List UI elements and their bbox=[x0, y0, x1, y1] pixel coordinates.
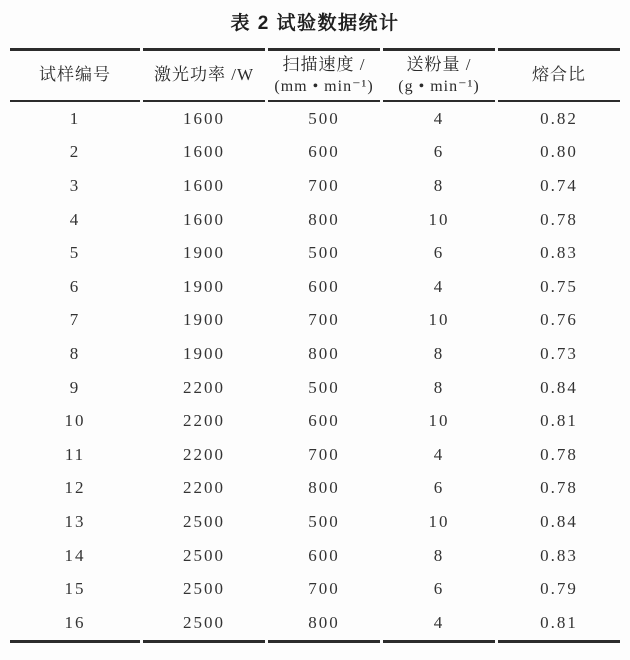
cell-powder-feed: 4 bbox=[433, 276, 445, 296]
cell-sample-id: 2 bbox=[69, 142, 81, 162]
cell-fusion-ratio: 0.82 bbox=[540, 108, 578, 128]
cell-sample-id: 16 bbox=[10, 606, 140, 643]
cell-powder-feed: 4 bbox=[433, 108, 445, 128]
cell-fusion-ratio: 0.76 bbox=[540, 310, 578, 330]
cell-scan-speed: 800 bbox=[308, 343, 340, 363]
cell-laser-power: 2200 bbox=[183, 444, 225, 464]
table-row bbox=[10, 472, 620, 506]
col-header-fusion-ratio bbox=[498, 48, 620, 102]
cell-fusion-ratio: 0.81 bbox=[540, 411, 578, 431]
cell-fusion-ratio: 0.83 bbox=[540, 243, 578, 263]
cell-fusion-ratio: 0.78 bbox=[540, 444, 578, 464]
cell-sample-id: 6 bbox=[69, 276, 81, 296]
experiment-data-table bbox=[7, 48, 623, 643]
cell-fusion-ratio: 0.84 bbox=[540, 511, 578, 531]
cell-laser-power: 2500 bbox=[183, 511, 225, 531]
cell-laser-power: 1900 bbox=[183, 243, 225, 263]
table-row bbox=[10, 438, 620, 472]
cell-sample-id: 15 bbox=[64, 579, 86, 599]
col-header-label: 熔合比 bbox=[532, 65, 586, 85]
cell-fusion-ratio: 0.75 bbox=[540, 276, 578, 296]
cell-powder-feed: 6 bbox=[433, 478, 445, 498]
cell-fusion-ratio: 0.78 bbox=[540, 209, 578, 229]
col-header-powder-feed bbox=[383, 48, 495, 102]
col-header-label: 扫描速度 / bbox=[282, 54, 366, 74]
cell-sample-id: 1 bbox=[69, 108, 81, 128]
cell-fusion-ratio: 0.78 bbox=[540, 478, 578, 498]
cell-powder-feed: 4 bbox=[433, 444, 445, 464]
cell-scan-speed: 500 bbox=[308, 108, 340, 128]
cell-powder-feed: 8 bbox=[433, 175, 445, 195]
cell-laser-power: 2500 bbox=[183, 579, 225, 599]
col-header-unit: (mm • min⁻¹) bbox=[274, 78, 374, 96]
cell-powder-feed: 6 bbox=[433, 142, 445, 162]
cell-sample-id: 5 bbox=[69, 243, 81, 263]
cell-sample-id: 9 bbox=[69, 377, 81, 397]
cell-sample-id: 13 bbox=[64, 511, 86, 531]
cell-powder-feed: 6 bbox=[433, 579, 445, 599]
col-header-unit: (g • min⁻¹) bbox=[398, 78, 480, 96]
cell-sample-id: 11 bbox=[64, 444, 86, 464]
cell-laser-power: 2200 bbox=[183, 411, 225, 431]
cell-laser-power: 2200 bbox=[183, 377, 225, 397]
col-header-label: 激光功率 /W bbox=[153, 65, 255, 85]
cell-powder-feed: 10 bbox=[428, 209, 450, 229]
cell-laser-power: 2200 bbox=[183, 478, 225, 498]
cell-scan-speed: 800 bbox=[268, 606, 380, 643]
table-row bbox=[10, 539, 620, 573]
cell-scan-speed: 700 bbox=[308, 310, 340, 330]
header-row bbox=[10, 48, 620, 102]
table-row bbox=[10, 404, 620, 438]
cell-sample-id: 8 bbox=[69, 343, 81, 363]
table-row bbox=[10, 337, 620, 371]
cell-scan-speed: 500 bbox=[308, 377, 340, 397]
table-row bbox=[10, 371, 620, 405]
cell-laser-power: 1600 bbox=[183, 108, 225, 128]
cell-powder-feed: 10 bbox=[428, 511, 450, 531]
cell-fusion-ratio: 0.84 bbox=[540, 377, 578, 397]
cell-laser-power: 1600 bbox=[183, 142, 225, 162]
cell-powder-feed: 8 bbox=[433, 343, 445, 363]
col-header-scan-speed bbox=[268, 48, 380, 102]
col-header-laser-power bbox=[143, 48, 265, 102]
table-row bbox=[10, 304, 620, 338]
cell-laser-power: 2500 bbox=[143, 606, 265, 643]
cell-laser-power: 2500 bbox=[183, 545, 225, 565]
cell-powder-feed: 10 bbox=[428, 411, 450, 431]
cell-fusion-ratio: 0.83 bbox=[540, 545, 578, 565]
table-row bbox=[10, 236, 620, 270]
cell-scan-speed: 600 bbox=[308, 276, 340, 296]
cell-scan-speed: 700 bbox=[308, 175, 340, 195]
col-header-label: 试样编号 bbox=[39, 65, 111, 85]
cell-fusion-ratio: 0.81 bbox=[498, 606, 620, 643]
table-row bbox=[10, 606, 620, 643]
cell-scan-speed: 800 bbox=[308, 478, 340, 498]
cell-fusion-ratio: 0.80 bbox=[540, 142, 578, 162]
cell-fusion-ratio: 0.73 bbox=[540, 343, 578, 363]
cell-laser-power: 1900 bbox=[183, 276, 225, 296]
cell-scan-speed: 700 bbox=[308, 579, 340, 599]
cell-sample-id: 3 bbox=[69, 175, 81, 195]
cell-powder-feed: 10 bbox=[428, 310, 450, 330]
table-row bbox=[10, 203, 620, 237]
cell-powder-feed: 4 bbox=[383, 606, 495, 643]
col-header-label: 送粉量 / bbox=[406, 54, 472, 74]
cell-scan-speed: 500 bbox=[308, 511, 340, 531]
cell-powder-feed: 8 bbox=[433, 377, 445, 397]
table-row bbox=[10, 270, 620, 304]
cell-fusion-ratio: 0.74 bbox=[540, 175, 578, 195]
cell-powder-feed: 8 bbox=[433, 545, 445, 565]
cell-laser-power: 1600 bbox=[183, 209, 225, 229]
cell-scan-speed: 500 bbox=[308, 243, 340, 263]
cell-sample-id: 10 bbox=[64, 411, 86, 431]
cell-scan-speed: 700 bbox=[308, 444, 340, 464]
cell-scan-speed: 600 bbox=[308, 545, 340, 565]
table-row bbox=[10, 505, 620, 539]
cell-sample-id: 12 bbox=[64, 478, 86, 498]
cell-sample-id: 7 bbox=[69, 310, 81, 330]
cell-powder-feed: 6 bbox=[433, 243, 445, 263]
cell-fusion-ratio: 0.79 bbox=[540, 579, 578, 599]
table-caption: 表 2 试验数据统计 bbox=[230, 13, 400, 34]
col-header-sample-id bbox=[10, 48, 140, 102]
cell-laser-power: 1600 bbox=[183, 175, 225, 195]
table-row bbox=[10, 169, 620, 203]
cell-scan-speed: 600 bbox=[308, 142, 340, 162]
table-row bbox=[10, 102, 620, 136]
cell-laser-power: 1900 bbox=[183, 343, 225, 363]
cell-scan-speed: 800 bbox=[308, 209, 340, 229]
cell-sample-id: 4 bbox=[69, 209, 81, 229]
cell-scan-speed: 600 bbox=[308, 411, 340, 431]
table-row bbox=[10, 136, 620, 170]
table-row bbox=[10, 572, 620, 606]
cell-sample-id: 14 bbox=[64, 545, 86, 565]
cell-laser-power: 1900 bbox=[183, 310, 225, 330]
